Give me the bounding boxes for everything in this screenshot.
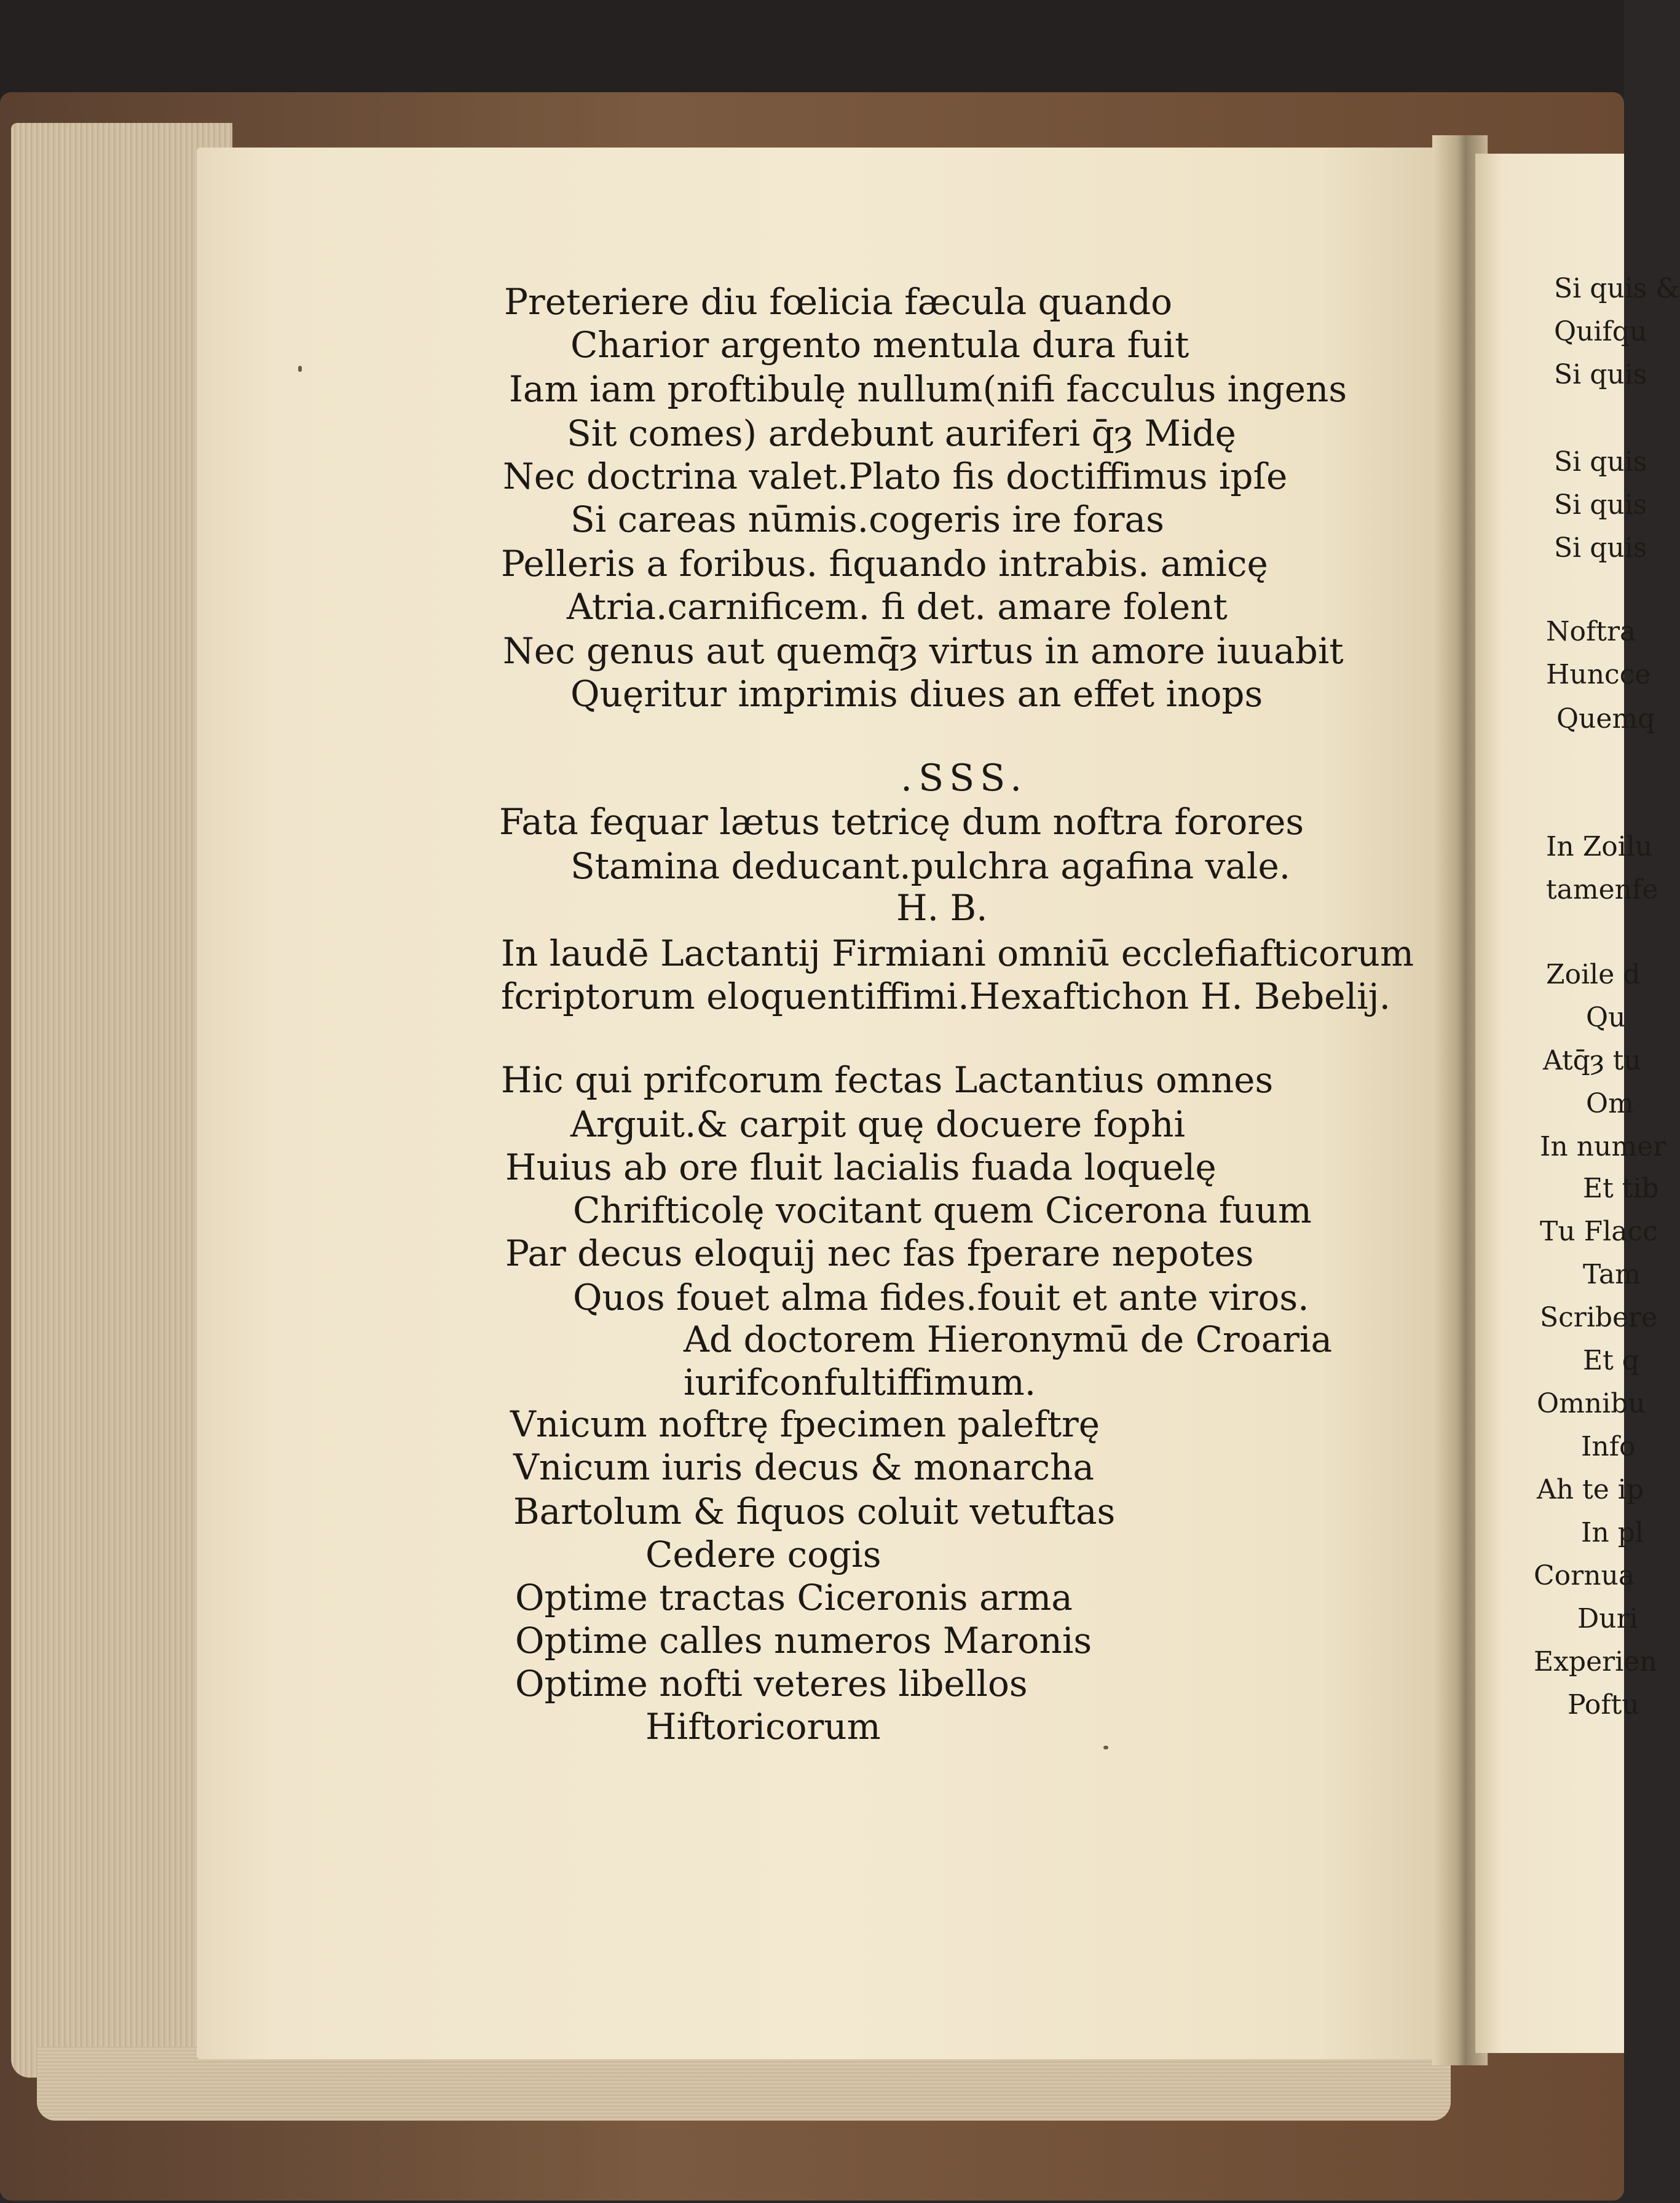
recto-fragment: Quifqu [1554,316,1647,347]
verse-line: Quęritur imprimis diues an effet inops [570,673,1263,715]
recto-fragment: Noftra [1546,616,1636,647]
recto-fragment: Atq̄ȝ tu [1543,1045,1641,1076]
recto-fragment: Si quis [1554,359,1647,390]
recto-fragment: Si quis & [1554,273,1680,304]
verse-line: Cedere cogis [645,1534,881,1575]
verse-line: Atria.carnificem. fi det. amare folent [567,586,1228,628]
verse-line: Preteriere diu fœlicia fæcula quando [504,281,1173,323]
recto-fragment: Poftu [1568,1689,1639,1720]
recto-fragment: Duri [1577,1603,1638,1634]
verse-line: Optime calles numeros Maronis [515,1620,1092,1661]
recto-fragment: Tu Flacc [1540,1216,1658,1247]
recto-fragment: In pl [1581,1517,1644,1548]
recto-fragment: In numer [1540,1131,1666,1162]
verse-line: Sit comes) ardebunt auriferi q̄ȝ Midę [567,412,1236,454]
verse-line: Si careas nūmis.cogeris ire foras [570,499,1164,540]
verse-line: Pelleris a foribus. fiquando intrabis. amicę [501,543,1268,585]
recto-fragment: Zoile d [1546,959,1641,990]
recto-fragment: Info [1581,1431,1636,1462]
verse-line: Iam iam proftibulę nullum(nifi facculus ingens [509,368,1347,410]
recto-fragment: Si quis [1554,489,1647,521]
recto-fragment: Scribere [1540,1302,1658,1333]
recto-fragment: Cornua [1534,1560,1635,1591]
recto-fragment: Si quis [1554,532,1647,564]
verse-line: Optime tractas Ciceronis arma [515,1577,1073,1618]
poem-title: In laudē Lactantij Firmiani omniū ecclefiafticorum [501,932,1414,974]
recto-fragment: Si quis [1554,446,1647,478]
recto-fragment: Om [1586,1088,1634,1119]
verse-line: Bartolum & fiquos coluit vetuftas [513,1491,1116,1532]
recto-fragment: Quemq [1556,703,1655,735]
poem-title: iurifconfultiffimum. [684,1362,1036,1403]
recto-fragment: Huncce [1546,659,1651,690]
verse-line: Quos fouet alma fides.fouit et ante viros. [573,1277,1309,1318]
poem-title: Ad doctorem Hieronymū de Croaria [684,1318,1333,1360]
author-initials: H. B. [896,887,988,929]
verse-line: Hic qui prifcorum fectas Lactantius omnes [501,1059,1274,1101]
verse-line: Vnicum noftrę fpecimen paleftrę [510,1403,1100,1445]
verse-line: Nec genus aut quemq̄ȝ virtus in amore iuuabit [503,630,1344,672]
recto-fragment: Et tib [1583,1173,1659,1204]
section-heading: .SSS. [901,757,1028,800]
recto-fragment: Tam [1583,1259,1641,1290]
recto-fragment: Omnibu [1537,1388,1646,1419]
verse-line: Stamina deducant.pulchra agafina vale. [570,845,1291,887]
verse-line: Hiftoricorum [645,1706,881,1748]
recto-fragment: Ah te ip [1537,1474,1644,1505]
verse-line: Fata fequar lætus tetricę dum noftra forores [499,801,1304,843]
verse-line: Optime nofti veteres libellos [515,1663,1028,1704]
verse-line: Arguit.& carpit quę docuere fophi [570,1103,1186,1145]
recto-fragment: Qu [1586,1002,1626,1033]
poem-title: fcriptorum eloquentiffimi.Hexaftichon H. Bebelij. [501,975,1391,1017]
recto-fragment: Experien [1534,1646,1657,1677]
verse-line: Charior argento mentula dura fuit [570,324,1189,366]
verse-line: Par decus eloquij nec fas fperare nepotes [505,1232,1254,1274]
verse-line: Nec doctrina valet.Plato fis doctiffimus ipſe [503,455,1288,497]
verse-line: Huius ab ore fluit lacialis fuada loquelę [505,1146,1217,1188]
verse-line: Vnicum iuris decus & monarcha [513,1446,1094,1488]
recto-fragment: tamenfe [1546,874,1658,905]
recto-fragment: In Zoilu [1546,831,1653,862]
recto-fragment: Et q [1583,1345,1639,1376]
verse-line: Chrifticolę vocitant quem Cicerona fuum [573,1189,1312,1231]
